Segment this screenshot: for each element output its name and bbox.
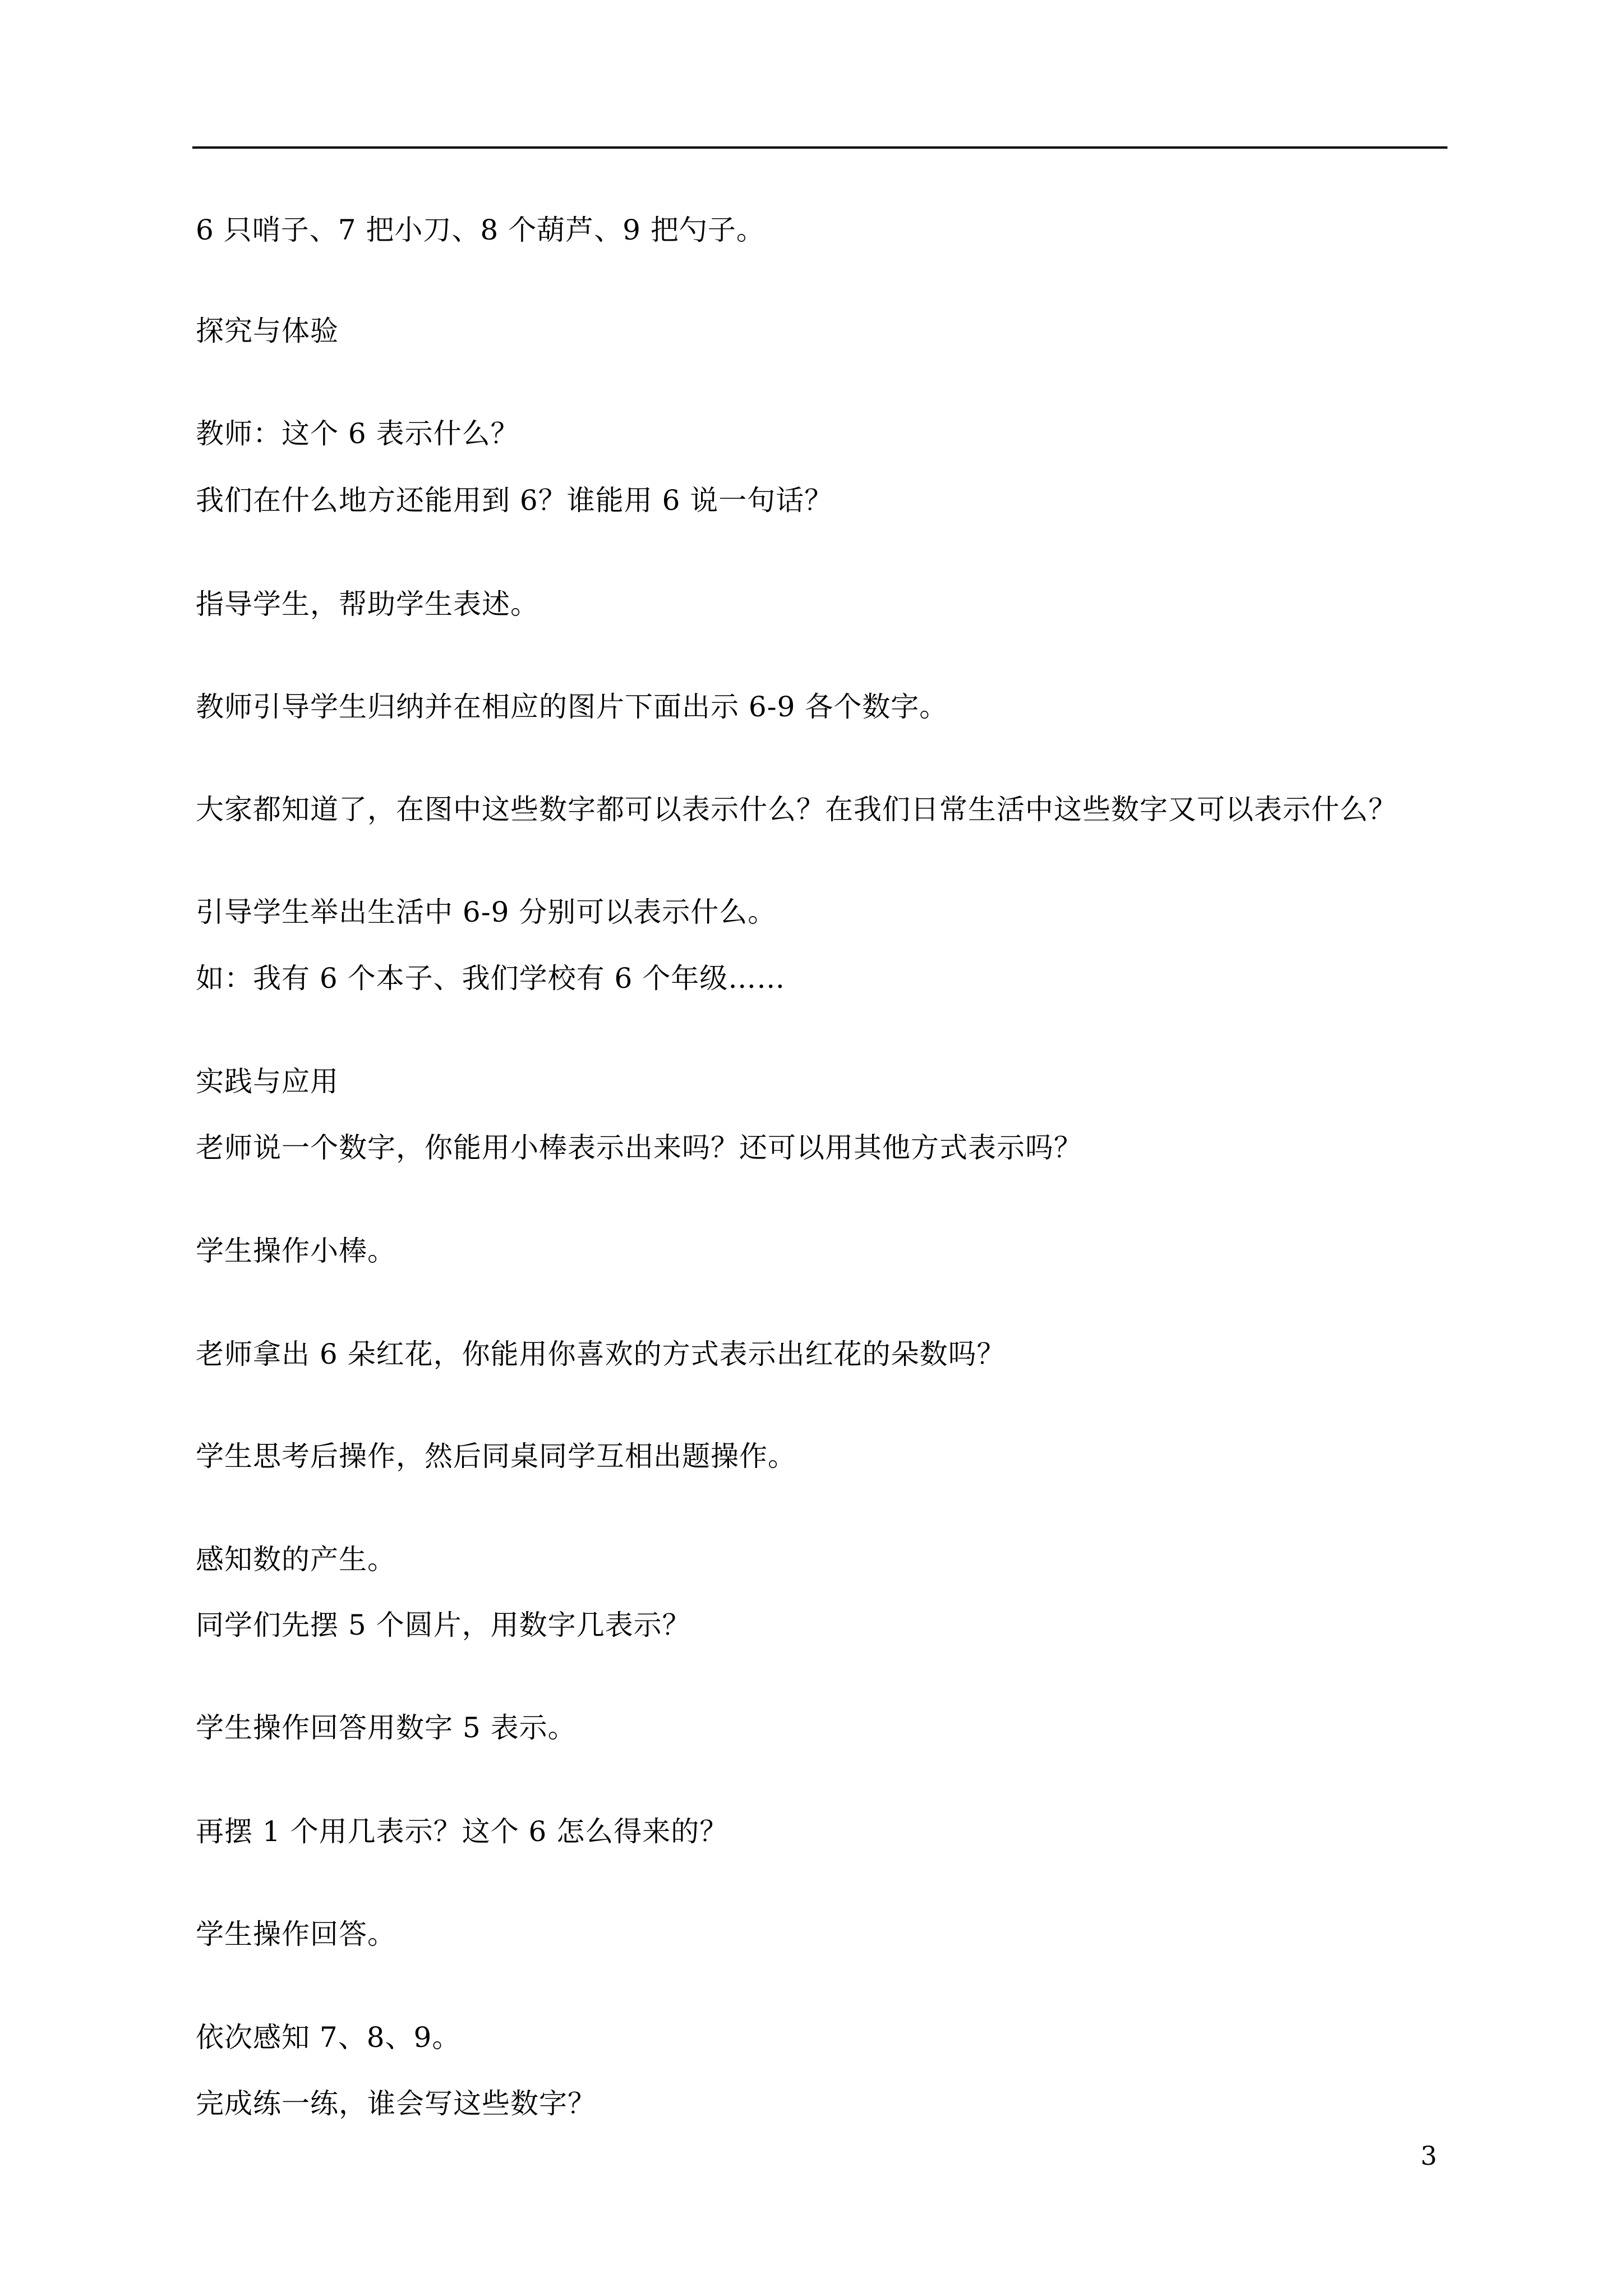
page-number: 3 xyxy=(1421,2141,1437,2171)
text-line: 教师：这个 6 表示什么？ xyxy=(196,417,519,450)
text-line: 大家都知道了，在图中这些数字都可以表示什么？在我们日常生活中这些数字又可以表示什么？ xyxy=(196,793,1397,826)
text-line: 学生操作回答。 xyxy=(196,1918,396,1950)
text-line: 引导学生举出生活中 6-9 分别可以表示什么。 xyxy=(196,896,777,928)
text-line: 老师拿出 6 朵红花，你能用你喜欢的方式表示出红花的朵数吗？ xyxy=(196,1338,1006,1370)
text-line: 学生操作回答用数字 5 表示。 xyxy=(196,1711,577,1744)
text-line: 6 只哨子、7 把小刀、8 个葫芦、9 把勺子。 xyxy=(196,214,765,246)
text-line: 我们在什么地方还能用到 6？谁能用 6 说一句话？ xyxy=(196,484,833,517)
text-line: 依次感知 7、8、9。 xyxy=(196,2021,461,2054)
header-rule xyxy=(192,146,1447,149)
text-line: 再摆 1 个用几表示？这个 6 怎么得来的？ xyxy=(196,1815,728,1848)
text-line: 学生思考后操作，然后同桌同学互相出题操作。 xyxy=(196,1440,796,1473)
text-line: 老师说一个数字，你能用小棒表示出来吗？还可以用其他方式表示吗？ xyxy=(196,1131,1082,1164)
text-line: 教师引导学生归纳并在相应的图片下面出示 6-9 各个数字。 xyxy=(196,691,948,723)
text-line: 学生操作小棒。 xyxy=(196,1235,396,1267)
text-line: 完成练一练，谁会写这些数字？ xyxy=(196,2087,596,2120)
text-line: 如：我有 6 个本子、我们学校有 6 个年级…… xyxy=(196,962,786,995)
text-line: 感知数的产生。 xyxy=(196,1543,396,1576)
section-heading: 探究与体验 xyxy=(196,315,339,347)
text-line: 同学们先摆 5 个圆片，用数字几表示？ xyxy=(196,1609,691,1641)
section-heading: 实践与应用 xyxy=(196,1065,339,1098)
text-line: 指导学生，帮助学生表述。 xyxy=(196,588,539,620)
